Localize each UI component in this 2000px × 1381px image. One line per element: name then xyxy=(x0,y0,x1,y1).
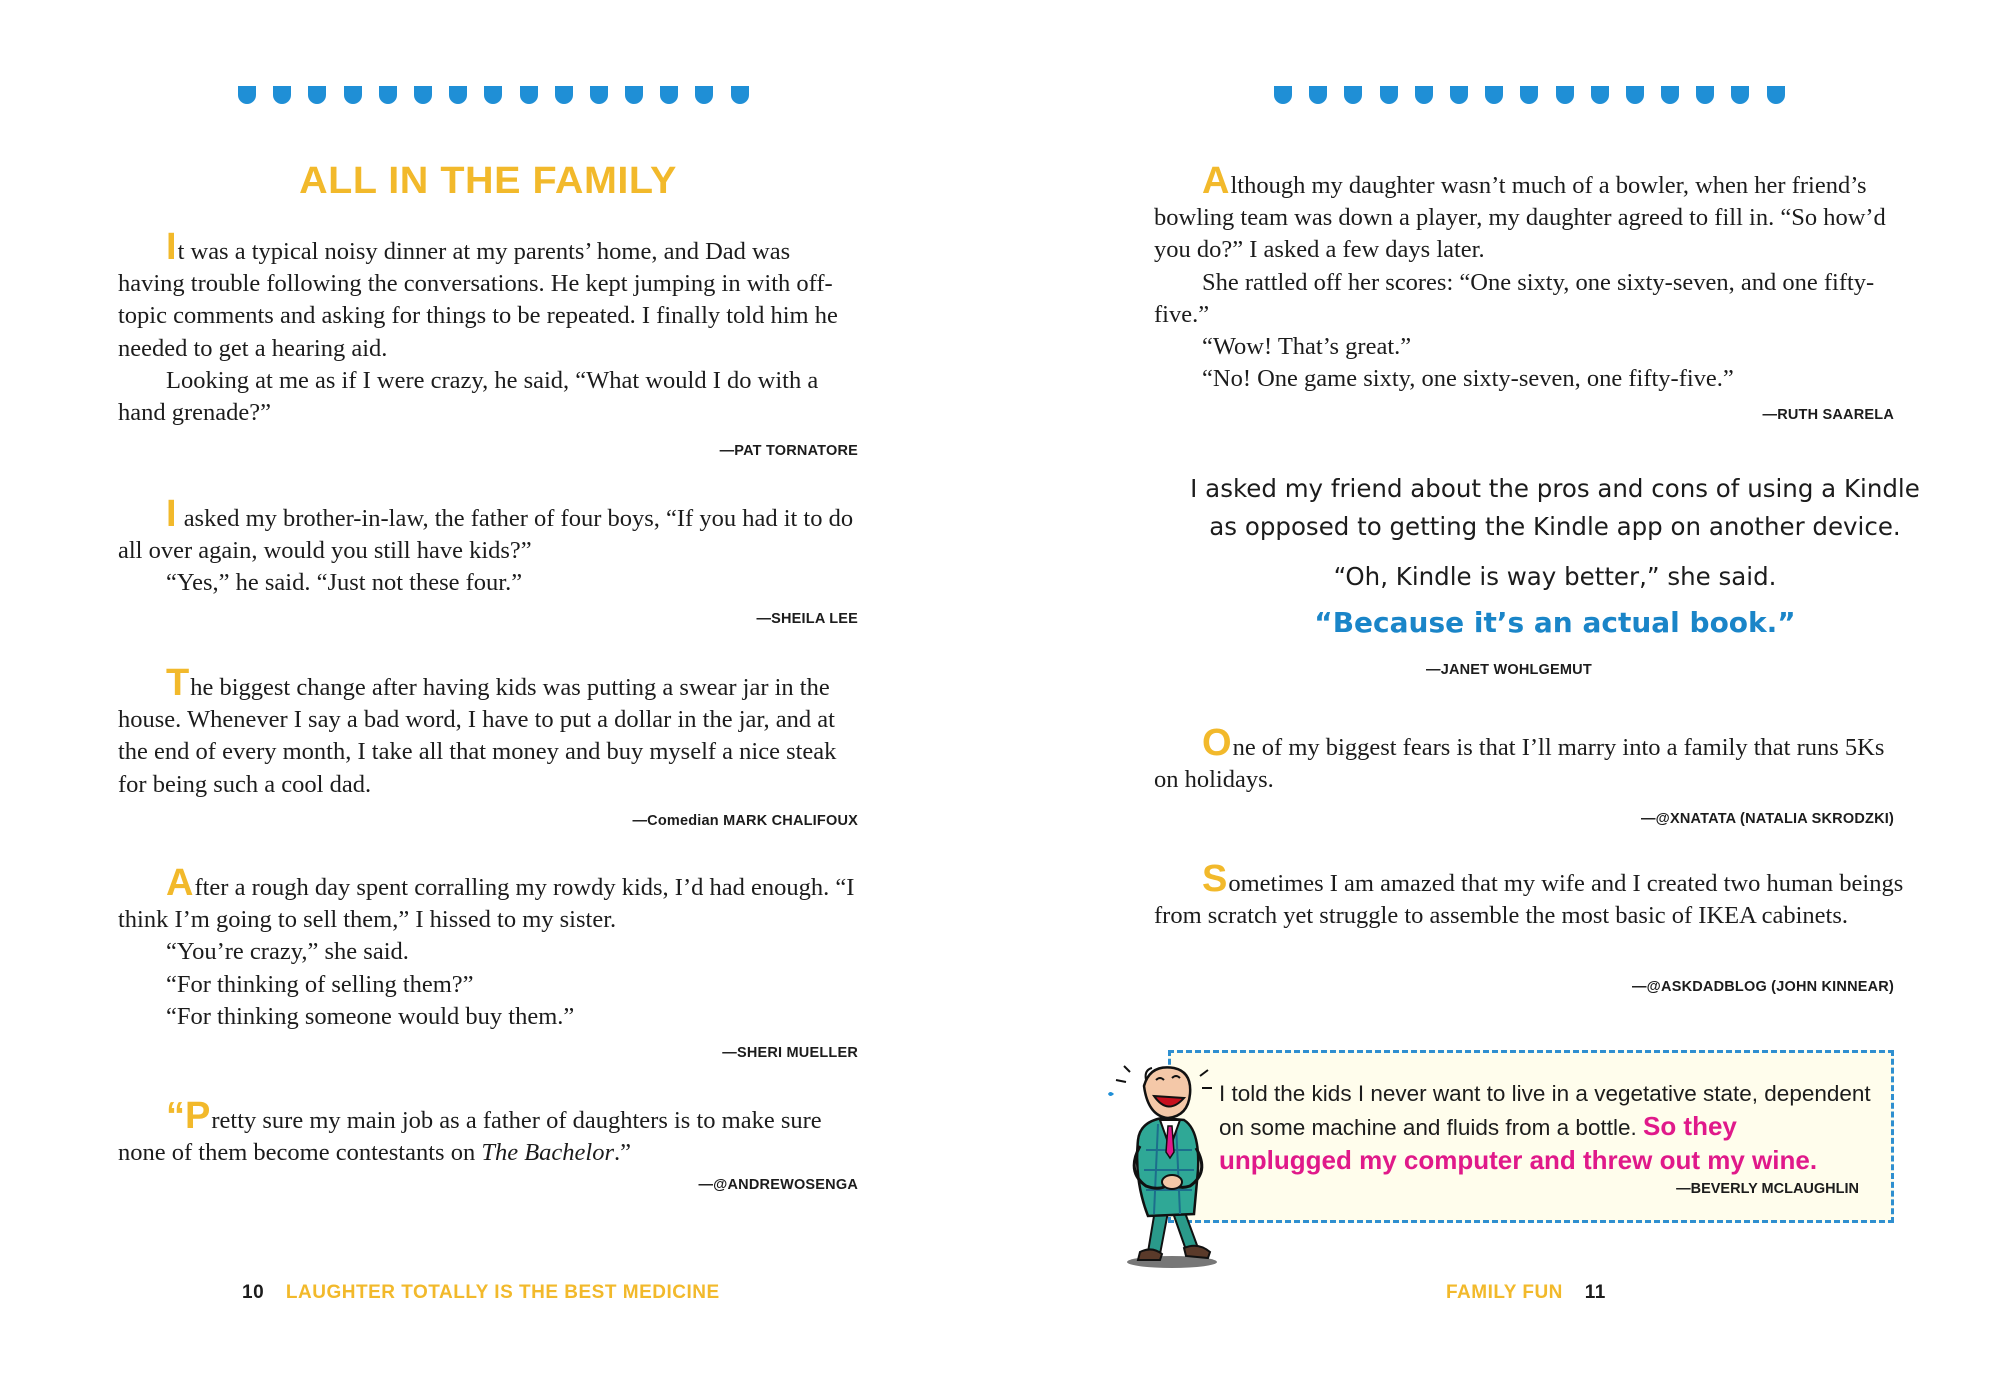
joke-text: “For thinking of selling them?” xyxy=(166,970,474,998)
decorative-dots-top xyxy=(238,86,749,104)
page-footer xyxy=(242,1282,720,1304)
kindle-punchline: “Because it’s an actual book.” xyxy=(1314,606,1796,639)
joke-3 xyxy=(118,662,858,801)
attribution: —Comedian MARK CHALIFOUX xyxy=(632,813,858,829)
joke-text: “Yes,” he said. “Just not these four.” xyxy=(166,569,523,597)
drop-cap: A xyxy=(1202,160,1230,202)
callout-box xyxy=(1168,1050,1894,1223)
kindle-line-2: as opposed to getting the Kindle app on another device. xyxy=(1209,512,1901,541)
joke-text: “No! One game sixty, one sixty-seven, one fifty-five.” xyxy=(1202,365,1734,393)
joke-8 xyxy=(1154,858,1908,932)
callout-setup: I told the kids I never want to live in a vegetative state, dependent on some machine and fluids from a bottle. xyxy=(1219,1081,1871,1140)
page-number: 10 xyxy=(242,1282,265,1303)
attribution: —PAT TORNATORE xyxy=(719,443,858,459)
drop-cap: A xyxy=(166,862,194,904)
joke-text: “Wow! That’s great.” xyxy=(1202,333,1412,361)
joke-text: t was a typical noisy dinner at my parents’ home, and Dad was having trouble following the conversations. He kept jumping in with off-topic comments and asking for things to be repeated. I finally told him he needed to get a hearing aid. xyxy=(118,238,838,362)
joke-6 xyxy=(1154,160,1908,395)
decorative-dots-top xyxy=(1274,86,1785,104)
joke-text: retty sure my main job as a father of daughters is to make sure none of them become contestants on xyxy=(118,1107,822,1167)
joke-text: “You’re crazy,” she said. xyxy=(166,938,409,966)
attribution: —@ANDREWOSENGA xyxy=(698,1177,858,1193)
page-title: ALL IN THE FAMILY xyxy=(299,160,677,202)
attribution: —JANET WOHLGEMUT xyxy=(1426,662,1592,678)
drop-cap: S xyxy=(1202,858,1228,900)
kindle-line-1: I asked my friend about the pros and cons of using a Kindle xyxy=(1190,474,1920,503)
attribution: —@XNATATA (NATALIA SKRODZKI) xyxy=(1640,811,1894,827)
joke-text: lthough my daughter wasn’t much of a bowler, when her friend’s bowling team was down a player, my daughter agreed to fill in. “So how’d you do?” I asked a few days later. xyxy=(1154,172,1886,264)
callout-punchline: So they unplugged my computer and threw out my wine. xyxy=(1219,1111,1818,1175)
running-head: FAMILY FUN xyxy=(1446,1282,1563,1303)
kindle-joke xyxy=(1150,470,1960,642)
attribution: —BEVERLY MCLAUGHLIN xyxy=(1676,1181,1859,1197)
joke-text: She rattled off her scores: “One sixty, one sixty-seven, and one fifty- five.” xyxy=(1154,268,1875,328)
joke-text: ne of my biggest fears is that I’ll marry into a family that runs 5Ks on holidays. xyxy=(1154,734,1885,794)
drop-cap: T xyxy=(166,662,190,704)
running-head: LAUGHTER TOTALLY IS THE BEST MEDICINE xyxy=(285,1282,720,1303)
joke-text: he biggest change after having kids was putting a swear jar in the house. Whenever I say a bad word, I have to put a dollar in the jar, and at the end of every month, I take all that money and buy myself a nice steak for being such a cool dad. xyxy=(118,674,837,798)
joke-text: “For thinking someone would buy them.” xyxy=(166,1002,575,1030)
attribution: —SHEILA LEE xyxy=(756,611,858,627)
right-page xyxy=(1000,0,2000,1381)
drop-cap: “P xyxy=(166,1095,211,1137)
callout-text xyxy=(1219,1077,1875,1178)
page-number: 11 xyxy=(1584,1282,1606,1303)
laughing-man-cartoon xyxy=(1100,1060,1240,1270)
show-title: The Bachelor xyxy=(481,1139,615,1167)
joke-2 xyxy=(118,493,858,600)
joke-7 xyxy=(1154,722,1908,796)
joke-text: Looking at me as if I were crazy, he said, “What would I do with a hand grenade?” xyxy=(118,366,819,427)
joke-text: ometimes I am amazed that my wife and I created two human beings from scratch yet struggle to assemble the most basic of IKEA cabinets. xyxy=(1154,870,1904,930)
joke-text-end: .” xyxy=(614,1139,632,1167)
drop-cap: I xyxy=(166,226,177,268)
joke-text: fter a rough day spent corralling my rowdy kids, I’d had enough. “I think I’m going to sell them,” I hissed to my sister. xyxy=(118,874,855,934)
drop-cap: O xyxy=(1202,722,1232,764)
page-footer xyxy=(1446,1282,1606,1304)
joke-1 xyxy=(118,226,858,429)
attribution: —RUTH SAARELA xyxy=(1762,407,1894,423)
joke-5 xyxy=(118,1095,858,1169)
kindle-line-3: “Oh, Kindle is way better,” she said. xyxy=(1333,562,1777,591)
attribution: —SHERI MUELLER xyxy=(722,1045,858,1061)
joke-text: asked my brother-in-law, the father of four boys, “If you had it to do all over again, would you still have kids?” xyxy=(118,505,854,565)
joke-4 xyxy=(118,862,858,1033)
drop-cap: I xyxy=(166,493,177,535)
attribution: —@ASKDADBLOG (JOHN KINNEAR) xyxy=(1631,979,1894,995)
